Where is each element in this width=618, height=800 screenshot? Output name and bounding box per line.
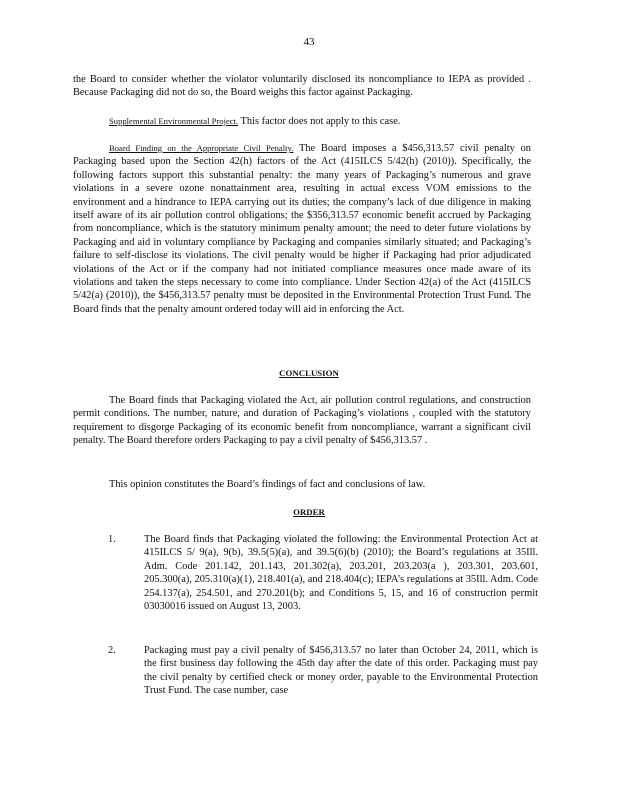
paragraph-voluntary-disclosure: the Board to consider whether the violator voluntarily disclosed its noncompliance to IEPA as provided . Because Packaging did not do so, the Board weighs this factor against Packaging. bbox=[73, 74, 531, 99]
order-item-number: 1. bbox=[108, 534, 116, 545]
finding-heading: Board Finding on the Appropriate Civil Penalty. bbox=[109, 143, 294, 153]
order-item-text: The Board finds that Packaging violated the following: the Environmental Protection Act at 415ILCS 5/ 9(a), 9(b), 39.5(5)(a), and 39.5(6)(b) (2010); the Board’s regulations at 35Ill. Adm. Code 201.142, 201.143, 201.302(a), 203.201, 203.203(a ), 203.301, 203.601, 205.300(a), 205.310(a)(1), 218.401(a), and 218.404(c); IEPA’s regulations at 35Ill. Adm. Code 254.137(a), 254.501, and 270.201(b); and Conditions 5, 15, and 16 of construction permit 03030016 issued on August 13, 2003. bbox=[144, 534, 538, 613]
sep-heading: Supplemental Environmental Project. bbox=[109, 116, 239, 126]
paragraph-board-finding bbox=[73, 142, 531, 316]
page-number: 43 bbox=[303, 36, 315, 48]
order-item-number: 2. bbox=[108, 645, 116, 656]
paragraph-conclusion: The Board finds that Packaging violated the Act, air pollution control regulations, and construction permit conditions. The number, nature, and duration of Packaging’s violations , coupled with the statutory requirement to disgorge Packaging of its economic benefit from noncompliance, warrant a significant civil penalty. The Board therefore orders Packaging to pay a civil penalty of $456,313.57 . bbox=[73, 395, 531, 447]
sep-text: This factor does not apply to this case. bbox=[238, 116, 401, 127]
conclusion-heading: CONCLUSION bbox=[279, 368, 339, 378]
paragraph-sep bbox=[73, 115, 531, 128]
finding-text: The Board imposes a $456,313.57 civil penalty on Packaging based upon the Section 42(h) factors of the Act (415ILCS 5/42(h) (2010)). Specifically, the following factors support this substantial penalty: the many years of Packaging’s numerous and grave violations in a severe ozone nonattainment area, resulting in actual excess VOM emissions to the environment and a hindrance to IEPA carrying out its duties; the company’s lack of due diligence in making itself aware of its air pollution control obligations; the $356,313.57 economic benefit accrued by Packaging from noncompliance, which is the statutory minimum penalty amount; the need to deter future violations by Packaging and aid in voluntary compliance by Packaging and companies similarly situated; and Packaging’s failure to self-disclose its violations. The civil penalty would be higher if Packaging had prior adjudicated violations of the Act or if the company had not initiated compliance measures once made aware of its violations and taken the steps necessary to come into compliance. Under Section 42(a) of the Act (415ILCS 5/42(a) (2010)), the $456,313.57 penalty must be deposited in the Environmental Protection Trust Fund. The Board finds that the penalty amount ordered today will aid in enforcing the Act. bbox=[73, 143, 531, 315]
order-heading: ORDER bbox=[293, 507, 325, 517]
order-item-text: Packaging must pay a civil penalty of $456,313.57 no later than October 24, 2011, which is the first business day following the 45th day after the date of this order. Packaging must pay the civil penalty by certified check or money order, payable to the Environmental Protection Trust Fund. The case number, case bbox=[144, 645, 538, 697]
paragraph-opinion: This opinion constitutes the Board’s findings of fact and conclusions of law. bbox=[109, 479, 426, 490]
